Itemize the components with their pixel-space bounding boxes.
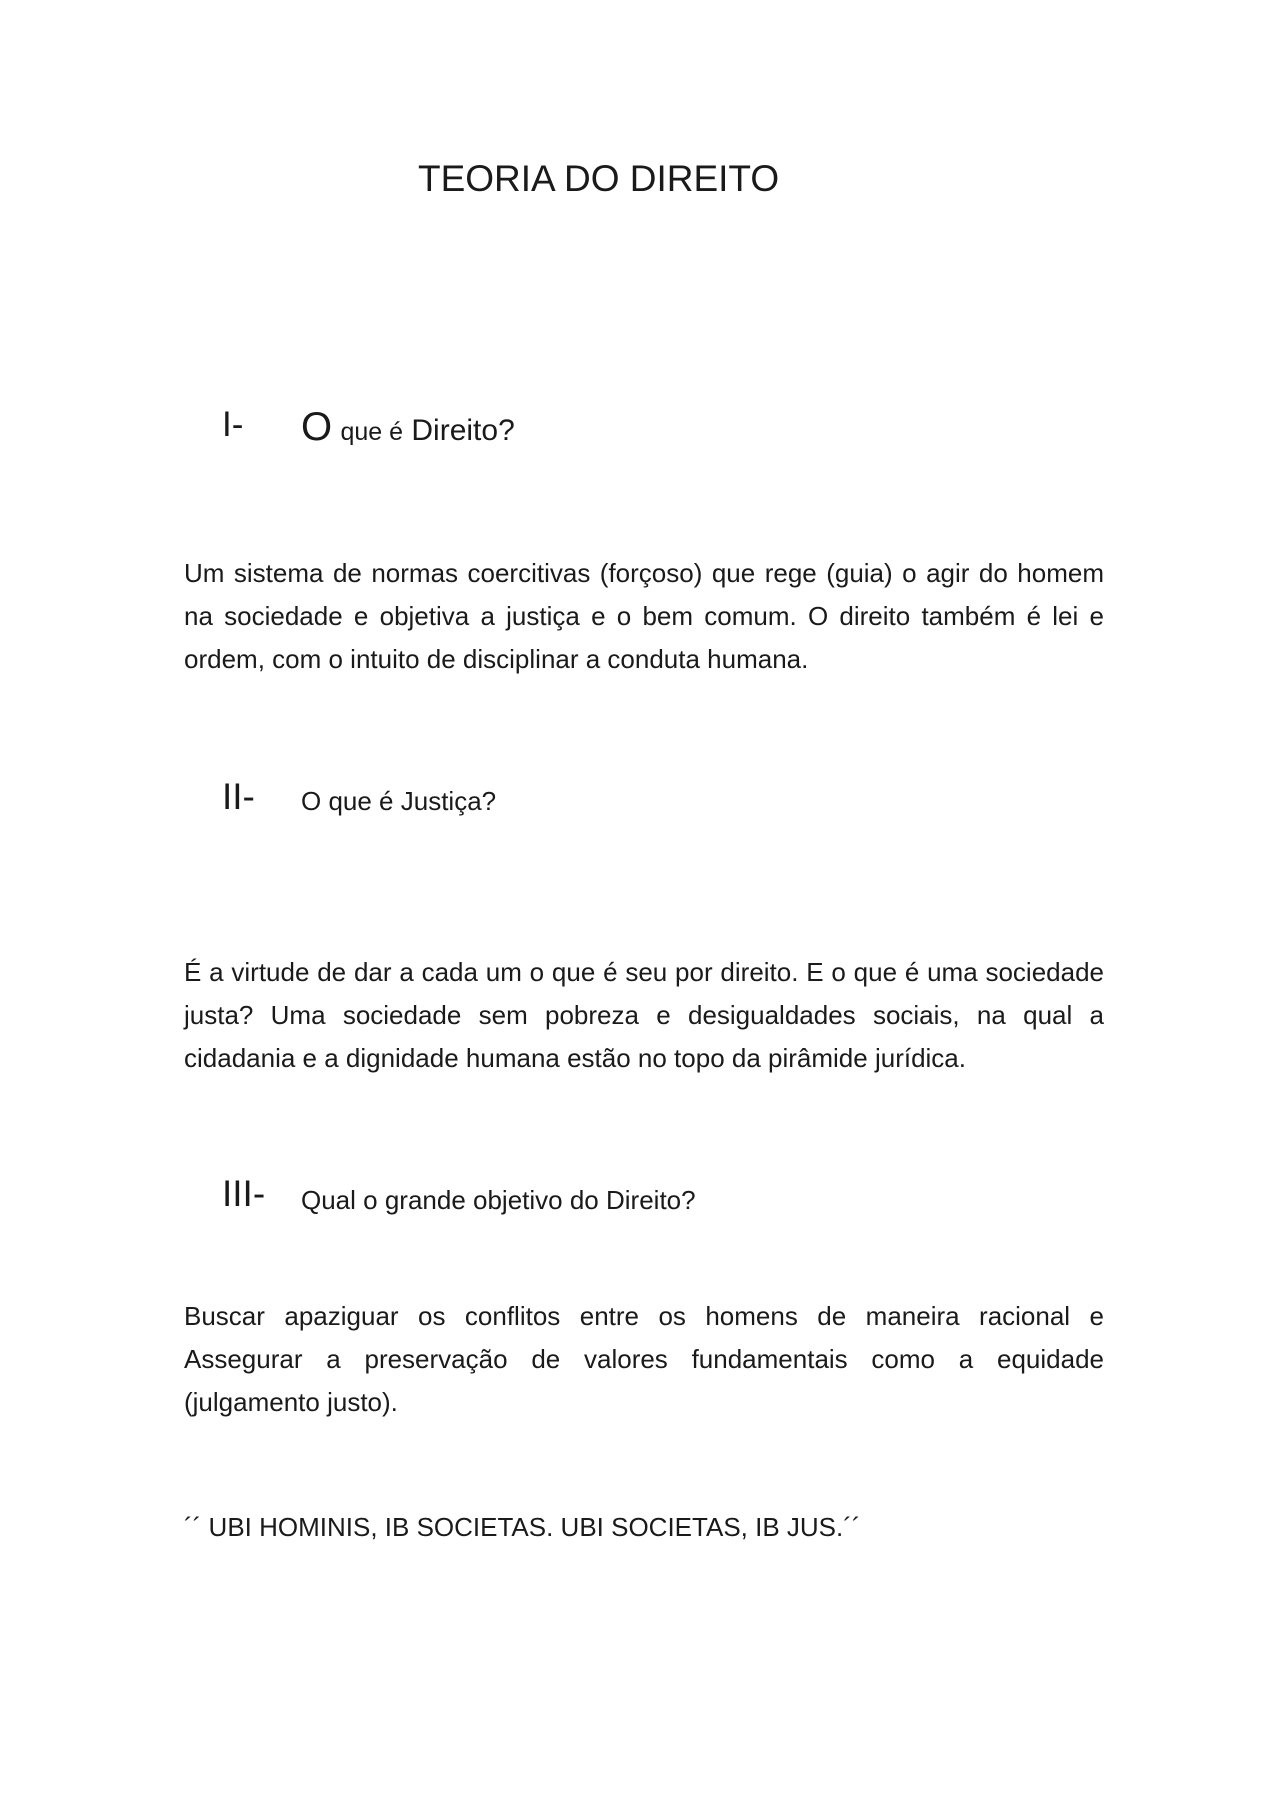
section-numeral: III- bbox=[222, 1173, 266, 1214]
question-rest: Direito? bbox=[411, 414, 515, 447]
question-small-words: que é bbox=[340, 418, 404, 446]
section-numeral: II- bbox=[222, 776, 255, 817]
section-question bbox=[301, 405, 515, 450]
section-question: O que é Justiça? bbox=[301, 786, 497, 816]
section-numeral: I- bbox=[222, 405, 244, 444]
page-title: TEORIA DO DIREITO bbox=[418, 158, 780, 199]
question-first-letter: O bbox=[301, 405, 333, 449]
section-question: Qual o grande objetivo do Direito? bbox=[301, 1185, 696, 1215]
section-answer-2: É a virtude de dar a cada um o que é seu por direito. E o que é uma sociedade justa? Uma sociedade sem pobreza e desigualdades sociais, na qual a cidadania e a dignidade humana estão no topo da pirâmide jurídica. bbox=[184, 957, 1104, 1073]
section-answer-1: Um sistema de normas coercitivas (forçoso) que rege (guia) o agir do homem na sociedade e objetiva a justiça e o bem comum. O direito também é lei e ordem, com o intuito de disciplinar a conduta humana. bbox=[184, 558, 1104, 674]
section-answer-3: Buscar apaziguar os conflitos entre os homens de maneira racional e Assegurar a preservação de valores fundamentais como a equidade (julgamento justo). bbox=[184, 1301, 1104, 1417]
latin-quote: ´´ UBI HOMINIS, IB SOCIETAS. UBI SOCIETAS, IB JUS.´´ bbox=[184, 1512, 861, 1542]
